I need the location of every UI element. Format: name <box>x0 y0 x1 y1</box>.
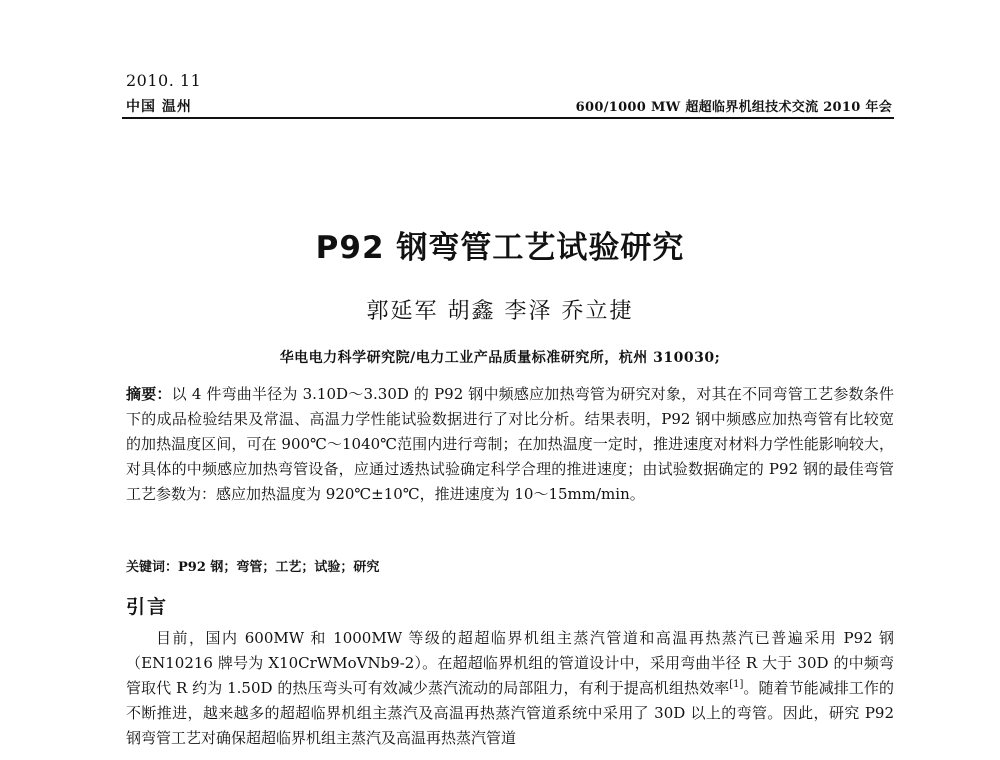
abstract-text: 以 4 件弯曲半径为 3.10D～3.30D 的 P92 钢中频感应加热弯管为研究对象，对其在不同弯管工艺参数条件下的成品检验结果及常温、高温力学性能试验数据进行了对比分析。结果表明，P92 钢中频感应加热弯管有比较宽的加热温度区间，可在 900℃～1040℃范围内进行弯制；在加热温度一定时，推进速度对材料力学性能影响较大，对具体的中频感应加热弯管设备，应通过透热试验确定科学合理的推进速度；由试验数据确定的 P92 钢的最佳弯管工艺参数为：感应加热温度为 920℃±10℃，推进速度为 10～15mm/min。 <box>126 385 894 503</box>
body-paragraph <box>126 626 894 751</box>
header-date: 2010. 11 <box>126 71 202 90</box>
body-text-part2: 。随着节能减排工作的不断推进，越来越多的超超临界机组主蒸汽及高温再热蒸汽管道系统中采用了 30D 以上的弯管。因此，研究 P92 钢弯管工艺对确保超超临界机组主蒸汽及高温再热蒸汽管道 <box>126 679 894 747</box>
author-list: 郭延军 胡鑫 李泽 乔立捷 <box>366 299 634 324</box>
citation-marker: [1] <box>729 679 744 690</box>
abstract <box>126 382 894 507</box>
section-heading-introduction: 引言 <box>126 596 169 618</box>
abstract-label: 摘要： <box>126 385 172 403</box>
header-rule <box>122 117 894 119</box>
affiliation: 华电电力科学研究院/电力工业产品质量标准研究所，杭州 310030; <box>279 350 721 366</box>
body-text-part1: 目前，国内 600MW 和 1000MW 等级的超超临界机组主蒸汽管道和高温再热蒸汽已普遍采用 P92 钢（EN10216 牌号为 X10CrWMoVNb9-2）。在超超临界机组的管道设计中，采用弯曲半径 R 大于 30D 的中频弯管取代 R 约为 1.50D 的热压弯头可有效减少蒸汽流动的局部阻力，有利于提高机组热效率 <box>126 629 894 697</box>
keywords: 关键词：P92 钢；弯管；工艺；试验；研究 <box>126 560 380 575</box>
paper-title: P92 钢弯管工艺试验研究 <box>315 230 685 266</box>
header-conference: 600/1000 MW 超超临界机组技术交流 2010 年会 <box>575 100 892 115</box>
header-place: 中国 温州 <box>126 99 192 115</box>
